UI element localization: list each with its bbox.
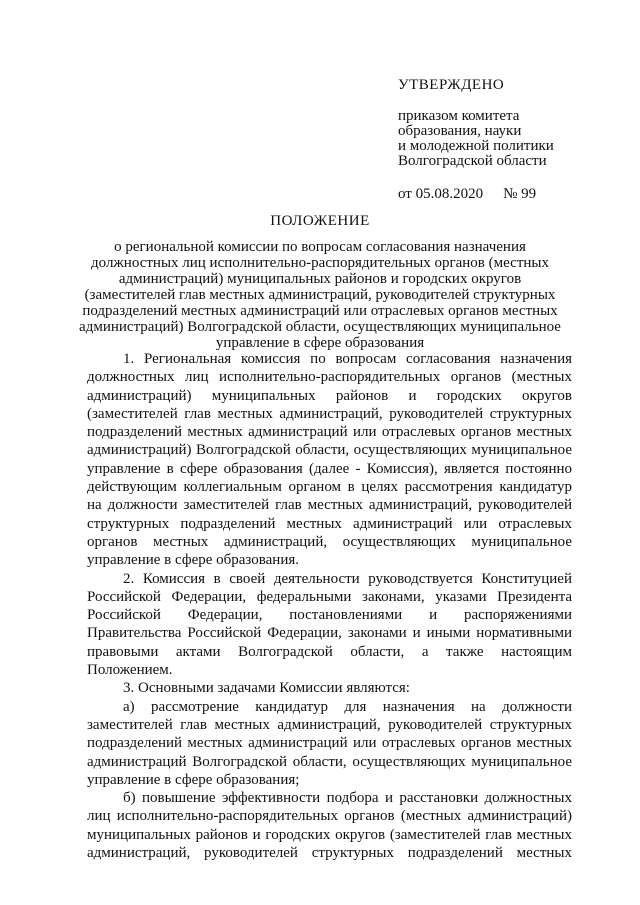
subtitle-line: о региональной комиссии по вопросам согласования назначения: [114, 239, 526, 255]
paragraph-line: подразделений местных администраций или отраслевых органов местных: [87, 424, 572, 441]
paragraph-line: администраций) муниципальных районов и городских округов: [87, 387, 572, 404]
paragraph-line: а) рассмотрение кандидатур для назначения на должности: [123, 698, 572, 715]
approval-dateline: [398, 187, 598, 202]
approval-org: [398, 109, 598, 169]
paragraph-line: на должности заместителей глав местных администраций, руководителей: [87, 497, 572, 514]
paragraph-line: органов местных администраций, осуществляющих муниципальное: [87, 533, 572, 550]
paragraph-line: 1. Региональная комиссия по вопросам согласования назначения: [123, 351, 572, 367]
approval-stamp: УТВЕРЖДЕНО: [398, 77, 505, 93]
subtitle-line: администраций) муниципальных районов и городских округов: [118, 271, 522, 287]
paragraph: [87, 698, 572, 789]
paragraph-line: правовыми актами Волгоградской области, а также настоящим: [87, 643, 572, 660]
paragraph-line: управление в сфере образования (далее - Комиссия), является постоянно: [87, 460, 572, 477]
paragraph-line: заместителей глав местных администраций, руководителей структурных: [87, 716, 572, 733]
document-body: [87, 350, 572, 862]
paragraph-line: Правительства Российской Федерации, законами и иными нормативными: [87, 625, 572, 642]
paragraph-line: администраций Волгоградской области, осуществляющих муниципальное: [87, 753, 572, 770]
paragraph-line: структурных подразделений местных администраций или отраслевых: [87, 515, 572, 532]
paragraph-line: б) повышение эффективности подбора и расстановки должностных: [123, 790, 572, 807]
paragraph: [87, 350, 572, 570]
paragraph: [87, 570, 572, 680]
approval-org-line: образования, науки: [398, 123, 522, 139]
paragraph-line: управление в сфере образования;: [87, 771, 300, 788]
subtitle-line: подразделений местных администраций или отраслевых органов местных: [82, 303, 558, 319]
paragraph-line: управление в сфере образования.: [87, 552, 300, 569]
paragraph-line: Российской Федерации, федеральными законами, указами Президента: [87, 588, 572, 605]
paragraph-line: Положением.: [87, 662, 173, 679]
paragraph-line: должностных лиц исполнительно-распорядительных органов (местных: [87, 369, 572, 386]
document-subtitle: [70, 239, 570, 351]
paragraph-line: лиц исполнительно-распорядительных органов (местных администраций): [87, 808, 572, 825]
approval-org-line: и молодежной политики: [398, 138, 554, 154]
paragraph-line: 3. Основными задачами Комиссии являются:: [123, 680, 410, 697]
approval-org-line: Волгоградской области: [398, 153, 547, 169]
subtitle-line: должностных лиц исполнительно-распорядительных органов (местных: [91, 255, 549, 271]
paragraph-line: действующим коллегиальным органом в целях рассмотрения кандидатур: [87, 479, 572, 496]
subtitle-line: администраций) Волгоградской области, осуществляющих муниципальное: [79, 319, 561, 335]
approval-block: [398, 78, 598, 202]
subtitle-line: управление в сфере образования: [215, 335, 425, 351]
subtitle-line: (заместителей глав местных администраций, руководителей структурных: [84, 287, 556, 303]
paragraph-line: муниципальных районов и городских округов (заместителей глав местных: [87, 826, 572, 843]
paragraph-line: 2. Комиссия в своей деятельности руководствуется Конституцией: [123, 570, 572, 587]
paragraph-line: Российской Федерации, постановлениями и распоряжениями: [87, 607, 572, 624]
paragraph-line: (заместителей глав местных администраций, руководителей структурных: [87, 405, 572, 422]
paragraph: [87, 679, 572, 697]
approval-org-line: приказом комитета: [398, 108, 520, 124]
paragraph-line: администраций, руководителей структурных подразделений местных: [87, 845, 572, 862]
approval-date: от 05.08.2020: [398, 186, 484, 202]
paragraph-line: подразделений местных администраций или отраслевых органов местных: [87, 735, 572, 752]
document-title: ПОЛОЖЕНИЕ: [270, 213, 370, 229]
paragraph-line: администраций) Волгоградской области, осуществляющих муниципальное: [87, 442, 572, 459]
paragraph: [87, 789, 572, 862]
approval-number: № 99: [503, 186, 537, 202]
